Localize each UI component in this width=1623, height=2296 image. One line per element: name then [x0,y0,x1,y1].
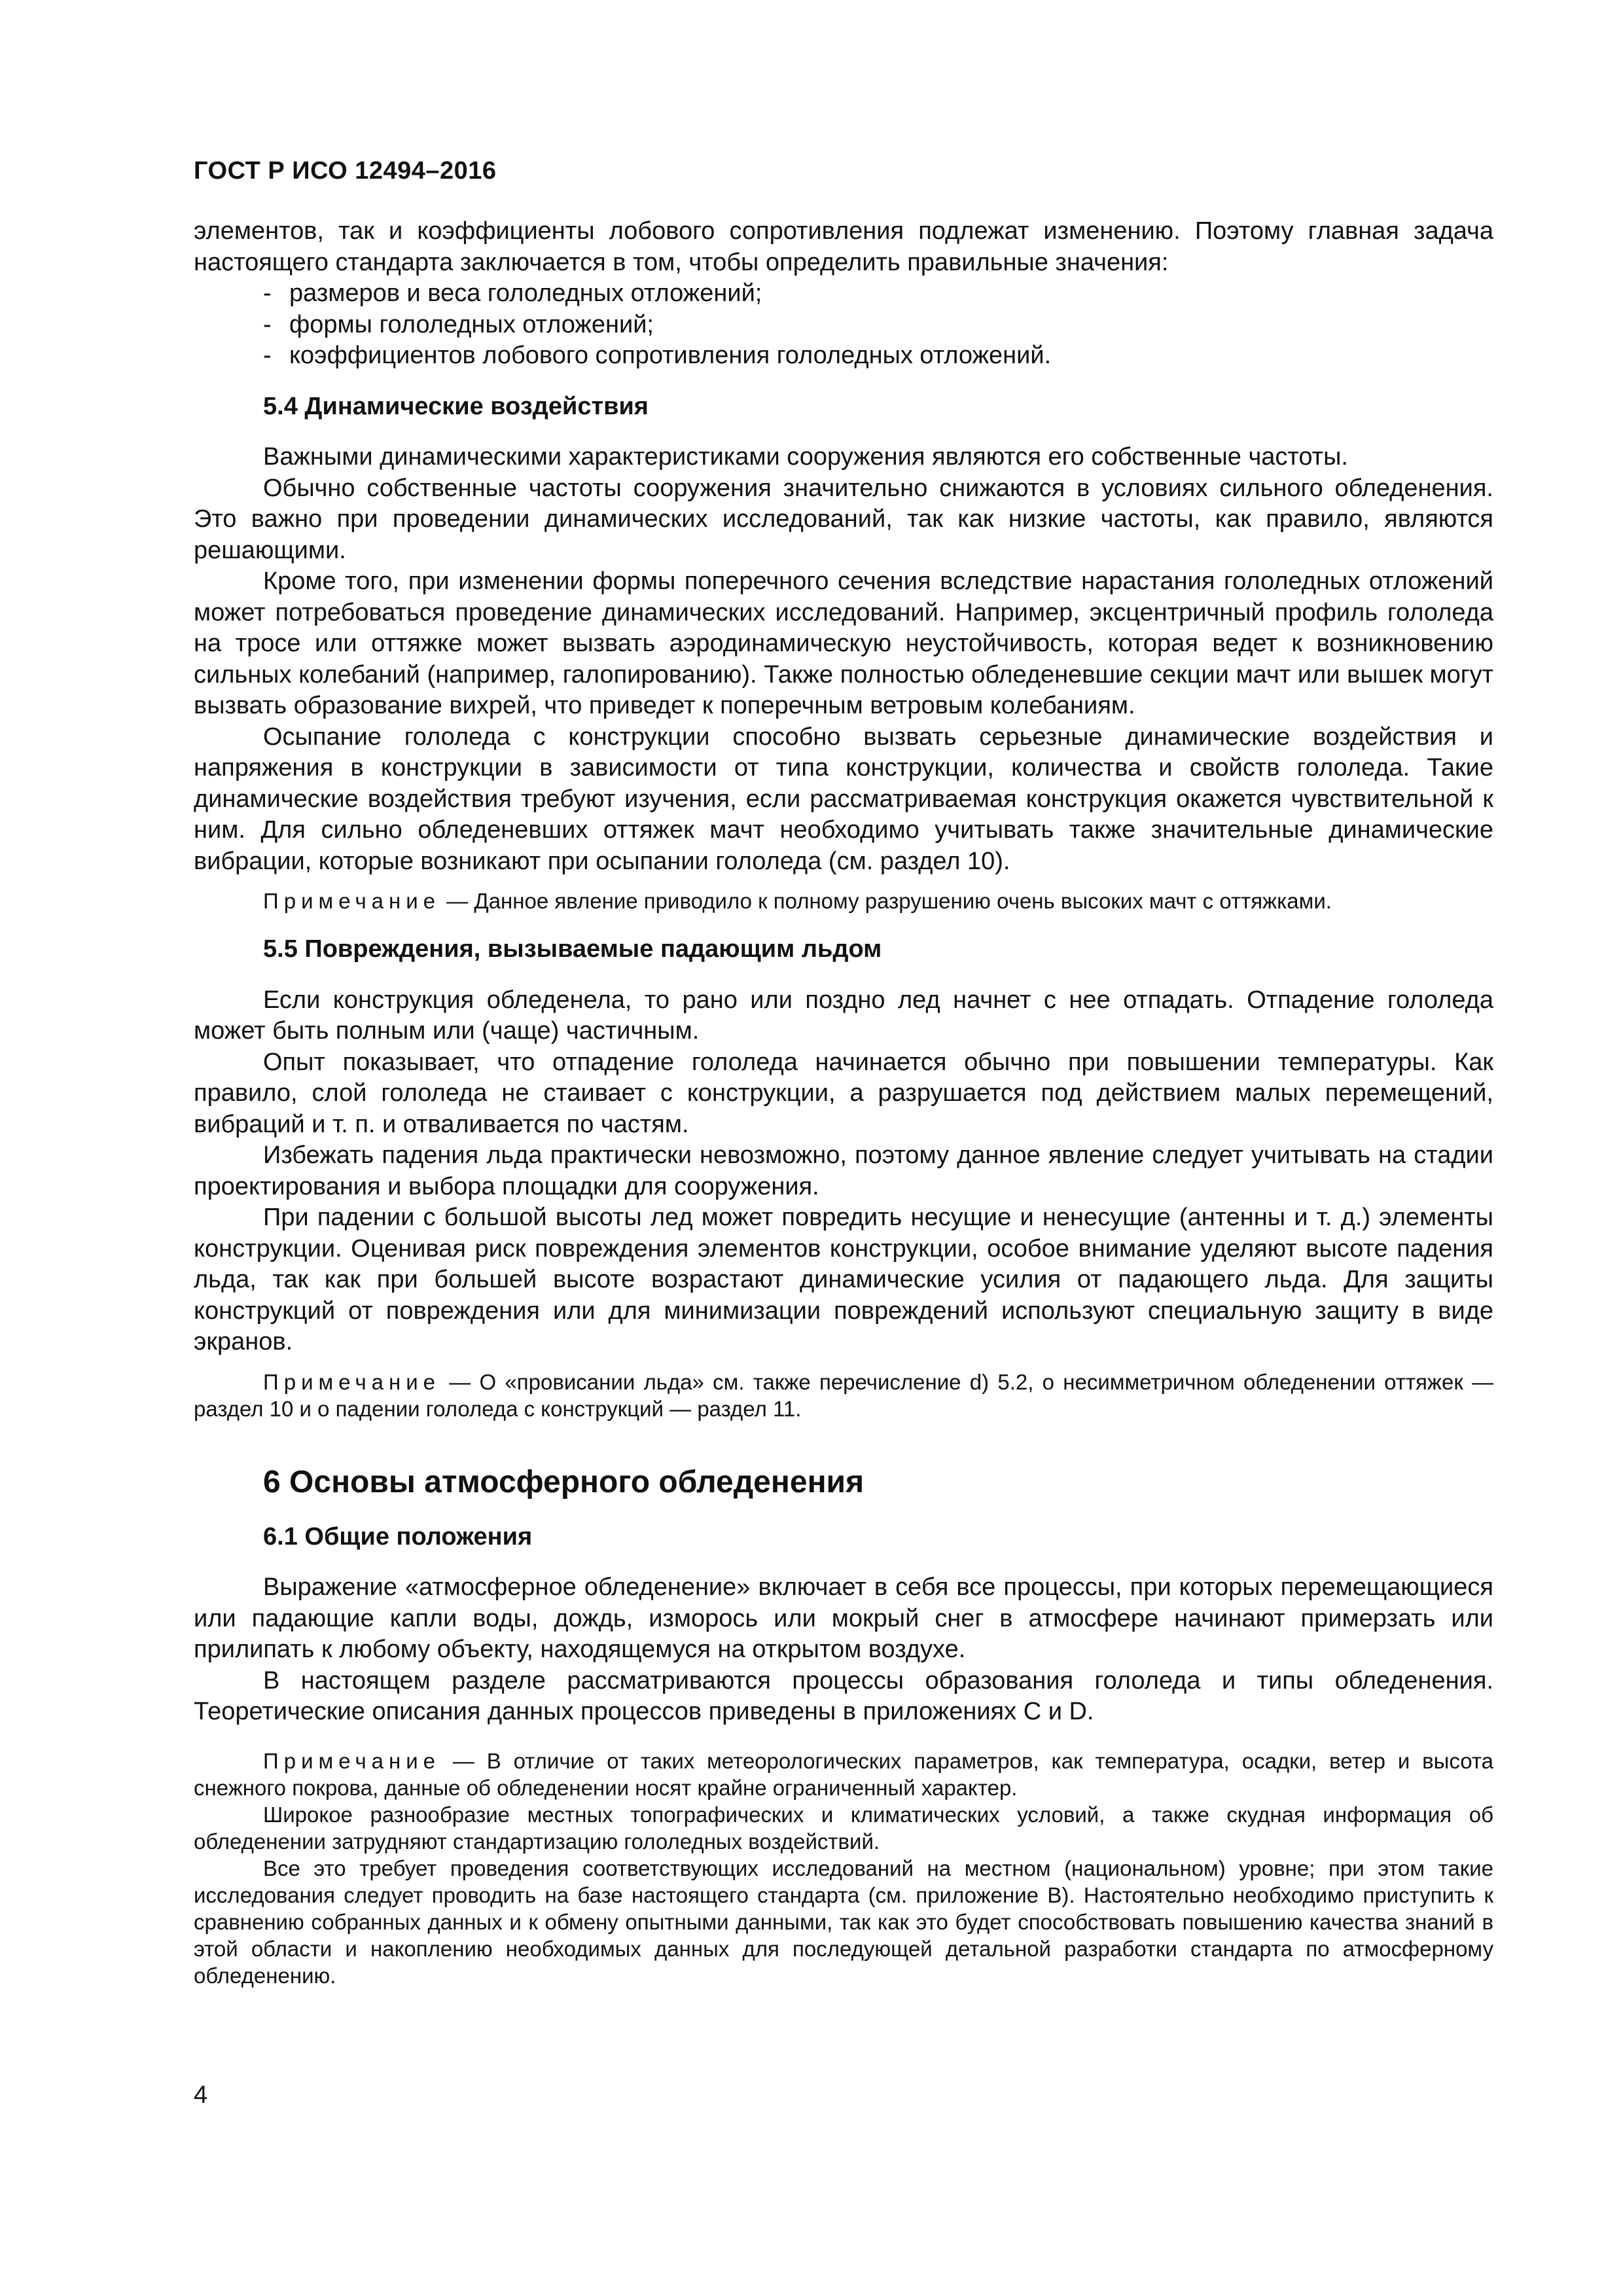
note-paragraph: Все это требует проведения соответствующих исследований на местном (национальном) уровне; при этом такие исследования следует проводить на базе настоящего стандарта (см. приложение B). Настоятельно необходимо приступить к сравнению собранных данных и к обмену опытными данными, так как это будет способствовать повышению качества знаний в этой области и накоплению необходимых данных для последующей детальной разработки стандарта по атмосферному обледенению. [194,1856,1493,1988]
section-heading-6: 6 Основы атмосферного обледенения [263,1464,865,1499]
paragraph: В настоящем разделе рассматриваются процессы образования гололеда и типы обледенения. Теоретические описания данных процессов приведены в приложениях C и D. [194,1666,1493,1725]
paragraph: При падении с большой высоты лед может повредить несущие и ненесущие (антенны и т. д.) элементы конструкции. Оценивая риск повреждения элементов конструкции, особое внимание уделяют высоте падения льда, так как при большей высоте возрастают динамические усилия от падающего льда. Для защиты конструкций от повреждения или для минимизации повреждений используют специальную защиту в виде экранов. [194,1204,1493,1355]
section-heading-5-5: 5.5 Повреждения, вызываемые падающим льдом [263,935,882,963]
note-label: Примечание [263,889,441,913]
page-body [194,216,1493,1989]
paragraph: Кроме того, при изменении формы поперечного сечения вследствие нарастания гололедных отложений может потребоваться проведение динамических исследований. Например, эксцентричный профиль гололеда на тросе или оттяжке может вызвать аэродинамическую неустойчивость, которая ведет к возникновению сильных колебаний (например, галопированию). Также полностью обледеневшие секции мачт или вышек могут вызвать образование вихрей, что приведет к поперечным ветровым колебаниям. [194,567,1493,719]
paragraph: Важными динамическими характеристиками сооружения являются его собственные частоты. [263,443,1348,471]
note-paragraph: Широкое разнообразие местных топографических и климатических условий, а также скудная информация об обледенении затрудняют стандартизацию гололедных воздействий. [194,1802,1493,1854]
note-label: Примечание [263,1748,441,1773]
section-heading-6-1: 6.1 Общие положения [263,1522,533,1551]
page-number: 4 [194,2081,208,2109]
note [194,1369,1493,1422]
paragraph: Избежать падения льда практически невозможно, поэтому данное явление следует учитывать на стадии проектирования и выбора площадки для сооружения. [194,1141,1493,1200]
paragraph: Если конструкция обледенела, то рано или поздно лед начнет с нее отпадать. Отпадение гололеда может быть полным или (чаще) частичным. [194,986,1493,1045]
section-heading-5-4: 5.4 Динамические воздействия [263,392,649,420]
document-page [194,0,1493,2296]
list-item: - размеров и веса гололедных отложений; [263,279,762,307]
list-item: - формы гололедных отложений; [263,310,654,338]
paragraph: Обычно собственные частоты сооружения значительно снижаются в условиях сильного обледенения. Это важно при проведении динамических исследований, так как низкие частоты, как правило, являются решающими. [194,474,1493,564]
note-label: Примечание [263,1369,441,1394]
paragraph: Выражение «атмосферное обледенение» включает в себя все процессы, при которых перемещающиеся или падающие капли воды, дождь, изморось или мокрый снег в атмосфере начинают примерзать или прилипать к любому объекту, находящемуся на открытом воздухе. [194,1573,1493,1663]
note [194,1748,1493,1801]
paragraph: Опыт показывает, что отпадение гололеда начинается обычно при повышении температуры. Как правило, слой гололеда не стаивает с конструкции, а разрушается под действием малых перемещений, вибраций и т. п. и отваливается по частям. [194,1048,1493,1138]
paragraph: Осыпание гололеда с конструкции способно вызвать серьезные динамические воздействия и напряжения в конструкции в зависимости от типа конструкции, количества и свойств гололеда. Такие динамические воздействия требуют изучения, если рассматриваемая конструкция окажется чувствительной к ним. Для сильно обледеневших оттяжек мачт необходимо учитывать также значительные динамические вибрации, которые возникают при осыпании гололеда (см. раздел 10). [194,723,1493,875]
intro-list [194,278,1493,372]
intro-paragraph: элементов, так и коэффициенты лобового сопротивления подлежат изменению. Поэтому главная задача настоящего стандарта заключается в том, чтобы определить правильные значения: [194,217,1493,276]
note [194,888,1493,914]
list-item: - коэффициентов лобового сопротивления гололедных отложений. [263,342,1052,369]
note-text: — Данное явление приводило к полному разрушению очень высоких мачт с оттяжками. [440,889,1332,913]
document-header: ГОСТ Р ИСО 12494–2016 [194,157,497,185]
note-text: — О «провисании льда» см. также перечисление d) 5.2, о несимметричном обледенении оттяжек — раздел 10 и о падении гололеда с конструкций — раздел 11. [194,1369,1493,1421]
note-text: — В отличие от таких метеорологических параметров, как температура, осадки, ветер и высота снежного покрова, данные об обледенении носят крайне ограниченный характер. [194,1748,1493,1800]
